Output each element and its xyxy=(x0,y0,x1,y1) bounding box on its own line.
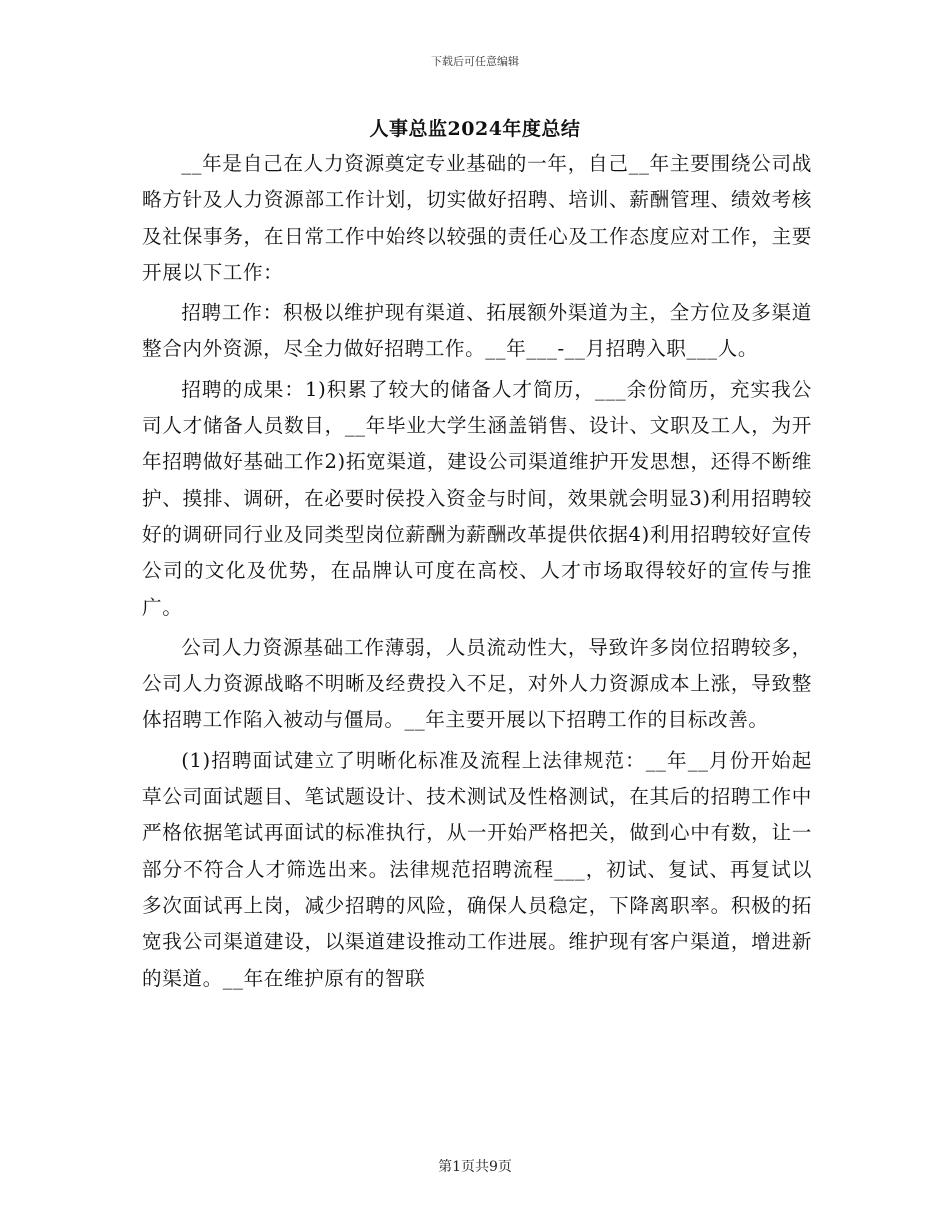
paragraph-recruitment-work: 招聘工作：积极以维护现有渠道、拓展额外渠道为主，全方位及多渠道整合内外资源，尽全力做好招聘工作。__年___-__月招聘入职___人。 xyxy=(142,301,812,361)
page-footer: 第1页共9页 xyxy=(438,1159,512,1175)
paragraph-intro: __年是自己在人力资源奠定专业基础的一年，自己__年主要围绕公司战略方针及人力资源部工作计划，切实做好招聘、培训、薪酬管理、绩效考核及社保事务，在日常工作中始终以较强的责任心及工作态度应对工作，主要开展以下工作： xyxy=(142,152,812,284)
paragraph-interview-standards: (1)招聘面试建立了明晰化标准及流程上法律规范：__年__月份开始起草公司面试题目、笔试题设计、技术测试及性格测试，在其后的招聘工作中严格依据笔试再面试的标准执行，从一开始严格把关，做到心中有数，让一部分不符合人才筛选出来。法律规范招聘流程___，初试、复试、再复试以多次面试再上岗，减少招聘的风险，确保人员稳定，下降离职率。积极的拓宽我公司渠道建设，以渠道建设推动工作进展。维护现有客户渠道，增进新的渠道。__年在维护原有的智联 xyxy=(142,748,812,990)
header-note: 下载后可任意编辑 xyxy=(431,55,519,68)
document-title: 人事总监2024年度总结 xyxy=(369,118,581,140)
paragraph-hr-foundation: 公司人力资源基础工作薄弱，人员流动性大，导致许多岗位招聘较多，公司人力资源战略不明晰及经费投入不足，对外人力资源成本上涨，导致整体招聘工作陷入被动与僵局。__年主要开展以下招聘工作的目标改善。 xyxy=(142,635,812,732)
document-body xyxy=(142,146,812,1001)
paragraph-recruitment-results: 招聘的成果：1)积累了较大的储备人才简历，___余份简历，充实我公司人才储备人员数目，__年毕业大学生涵盖销售、设计、文职及工人，为开年招聘做好基础工作2)拓宽渠道，建设公司渠道维护开发思想，还得不断维护、摸排、调研，在必要时侯投入资金与时间，效果就会明显3)利用招聘较好的调研同行业及同类型岗位薪酬为薪酬改革提供依据4)利用招聘较好宣传公司的文化及优势，在品牌认可度在高校、人才市场取得较好的宣传与推广。 xyxy=(142,377,812,619)
